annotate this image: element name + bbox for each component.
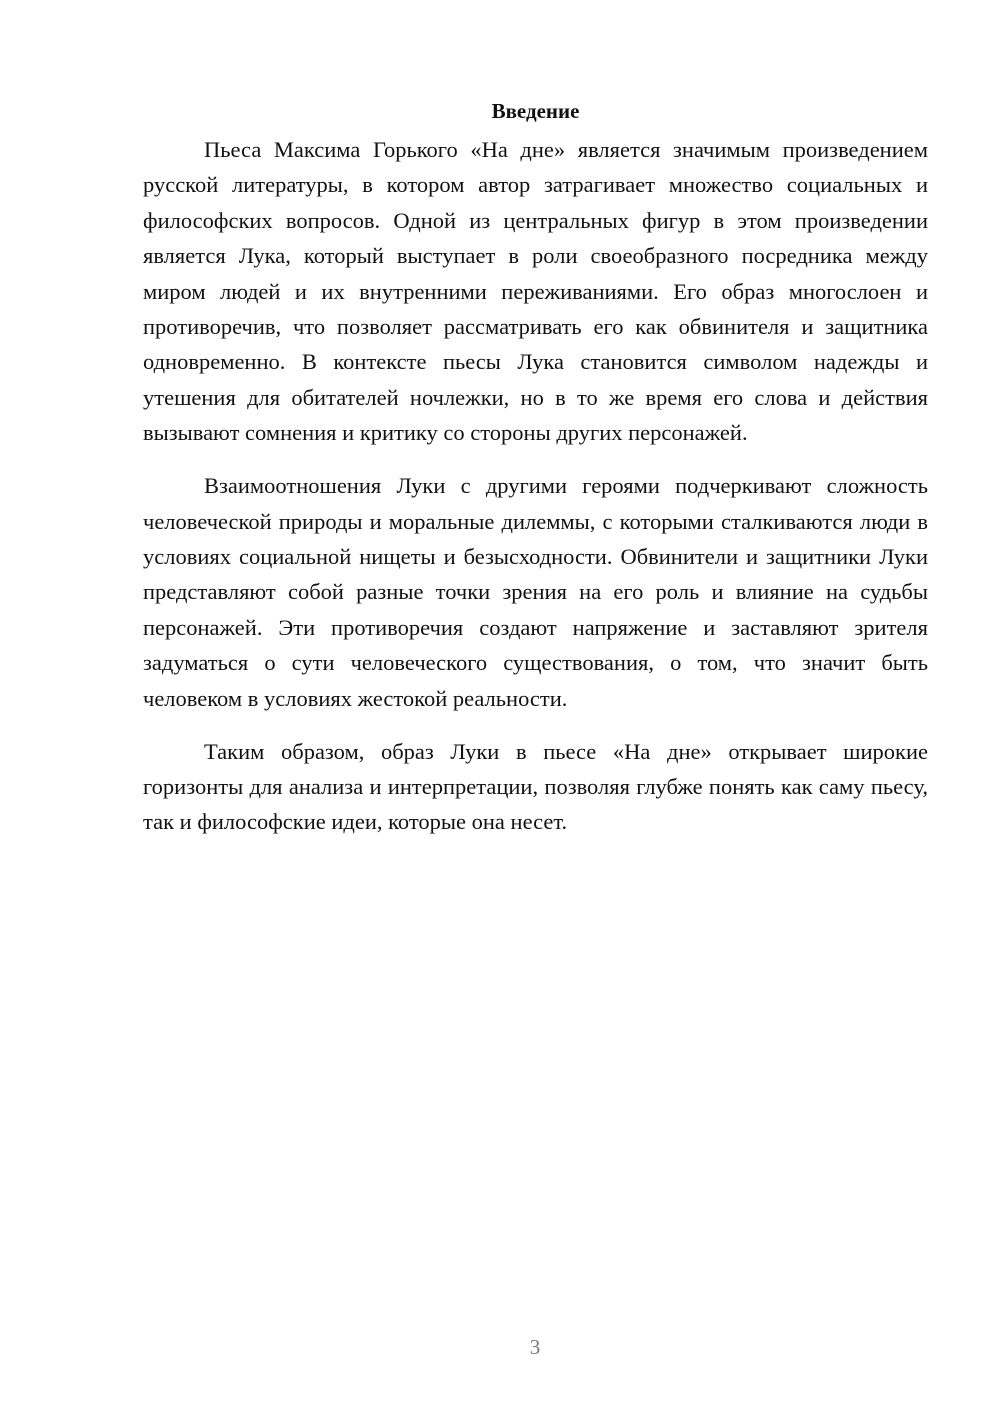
page-number: 3 — [529, 1335, 541, 1359]
paragraph-2: Взаимоотношения Луки с другими героями подчеркивают сложность человеческой природы и моральные дилеммы, с которыми сталкиваются люди в условиях социальной нищеты и безысходности. Обвинители и защитники Луки представляют собой разные точки зрения на его роль и влияние на судьбы персонажей. Эти противоречия создают напряжение и заставляют зрителя задуматься о сути человеческого существования, о том, что значит быть человеком в условиях жестокой реальности. — [143, 473, 928, 711]
paragraph-3: Таким образом, образ Луки в пьесе «На дне» открывает широкие горизонты для анализа и интерпретации, позволяя глубже понять как саму пьесу, так и философские идеи, которые она несет. — [143, 738, 928, 835]
section-title: Введение — [491, 99, 580, 123]
paragraph-1: Пьеса Максима Горького «На дне» является значимым произведением русской литературы, в котором автор затрагивает множество социальных и философских вопросов. Одной из центральных фигур в этом произведении является Лука, который выступает в роли своеобразного посредника между миром людей и их внутренними переживаниями. Его образ многослоен и противоречив, что позволяет рассматривать его как обвинителя и защитника одновременно. В контексте пьесы Лука становится символом надежды и утешения для обитателей ночлежки, но в то же время его слова и действия вызывают сомнения и критику со стороны других персонажей. — [143, 137, 928, 446]
page-content — [143, 95, 928, 840]
